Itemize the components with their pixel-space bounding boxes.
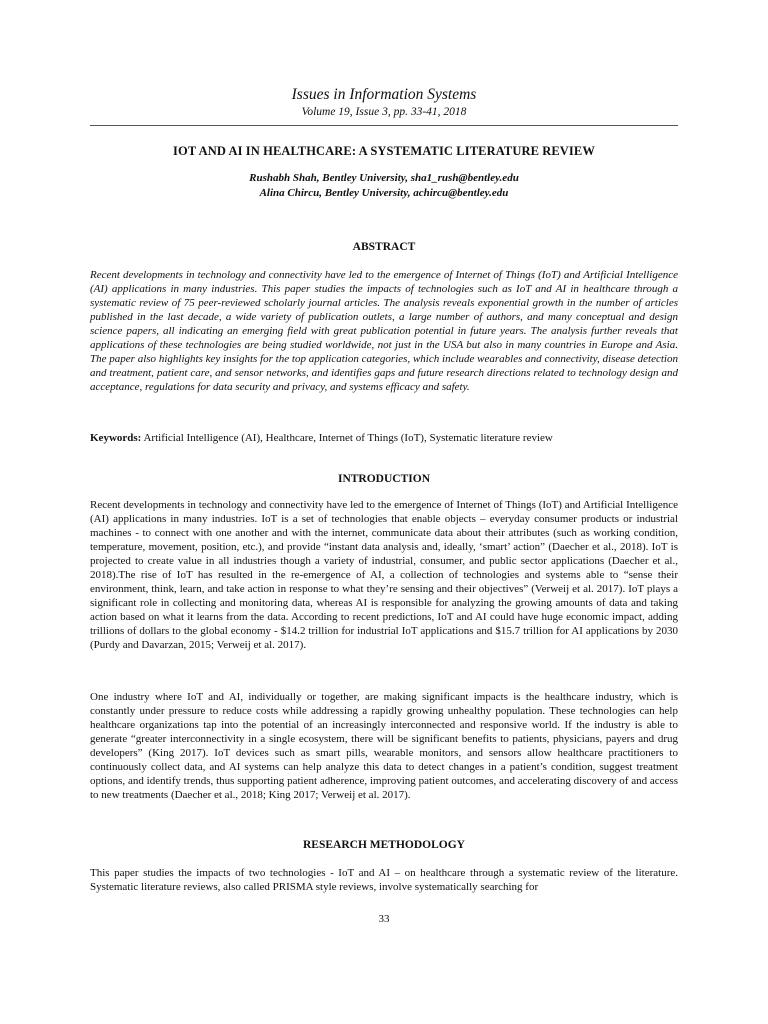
abstract-heading: ABSTRACT: [352, 241, 416, 253]
paper-title: IOT AND AI IN HEALTHCARE: A SYSTEMATIC LITERATURE REVIEW: [173, 144, 595, 158]
journal-title: Issues in Information Systems: [291, 86, 477, 103]
body-paragraph: This paper studies the impacts of two technologies - IoT and AI – on healthcare through a systematic review of the literature. Systematic literature reviews, also called PRISMA style reviews, involve systematically searching for: [90, 867, 678, 893]
author-line: Alina Chircu, Bentley University, achircu@bentley.edu: [259, 187, 509, 199]
journal-volume: Volume 19, Issue 3, pp. 33-41, 2018: [301, 106, 467, 118]
abstract-text: Recent developments in technology and connectivity have led to the emergence of Internet of Things (IoT) and Artificial Intelligence (AI) applications in many industries. This paper studies the impacts of technologies such as IoT and AI in healthcare through a systematic review of 75 peer-reviewed scholarly journal articles. The analysis reveals exponential growth in the number of articles published in the last decade, a wide variety of publication outlets, a large number of authors, and many conceptual and design science papers, all indicating an emerging field with great publication potential in future years. The analysis further reveals that applications of these technologies are being studied worldwide, not just in the USA but also in many countries in Europe and Asia. The paper also highlights key insights for the top application categories, which include wearables and connectivity, disease detection and treatment, patient care, and sensor networks, and identifies gaps and future research directions related to technology design and acceptance, regulations for data security and privacy, and systems efficacy and safety.: [90, 269, 678, 393]
keywords-text: Artificial Intelligence (AI), Healthcare, Internet of Things (IoT), Systematic literature review: [141, 432, 553, 444]
introduction-heading: INTRODUCTION: [337, 473, 430, 485]
keywords-label: Keywords:: [90, 432, 142, 444]
keywords: [90, 431, 678, 445]
methodology-heading: RESEARCH METHODOLOGY: [303, 839, 465, 851]
header-rule: [90, 125, 678, 126]
page-number: 33: [378, 913, 390, 925]
author-line: Rushabh Shah, Bentley University, sha1_rush@bentley.edu: [249, 172, 519, 184]
body-paragraph: One industry where IoT and AI, individually or together, are making significant impacts is the healthcare industry, which is constantly under pressure to reduce costs while addressing a rapidly growing unhealthy population. These technologies can help healthcare organizations tap into the potential of an increasingly interconnected and responsive world. If the industry is able to generate “greater interconnectivity in a single ecosystem, there will be significant benefits to patients, physicians, payers and drug developers” (King 2017). IoT devices such as smart pills, wearable monitors, and sensors allow healthcare practitioners to continuously collect data, and AI systems can help analyze this data to detect changes in a patient’s condition, suggest treatment options, and identify trends, thus supporting patient adherence, improving patient outcomes, and accelerating discovery of and access to new treatments (Daecher et al., 2018; King 2017; Verweij et al. 2017).: [90, 691, 678, 801]
body-paragraph: Recent developments in technology and connectivity have led to the emergence of Internet of Things (IoT) and Artificial Intelligence (AI) applications in many industries. IoT is a set of technologies that enable objects – everyday consumer products or industrial machines - to connect with one another and with the internet, communicate data about their attributes (such as working condition, temperature, movement, position, etc.), and provide “instant data analysis and, ideally, ‘smart’ action” (Daecher et al., 2018). IoT is projected to create value in all industries though a variety of industrial, consumer, and public sector applications (Daecher et al., 2018).The rise of IoT has resulted in the re-emergence of AI, a collection of technologies and systems able to “sense their environment, think, learn, and take action in response to what they’re sensing and their objectives” (Verweij et al. 2017). IoT plays a significant role in collecting and monitoring data, whereas AI is responsible for analyzing the growing amounts of data and taking action based on what it learns from the data. According to recent predictions, IoT and AI could have huge economic impact, adding trillions of dollars to the global economy - $14.2 trillion for industrial IoT applications and $15.7 trillion for AI applications by 2030 (Purdy and Davarzan, 2015; Verweij et al. 2017).: [90, 499, 678, 651]
